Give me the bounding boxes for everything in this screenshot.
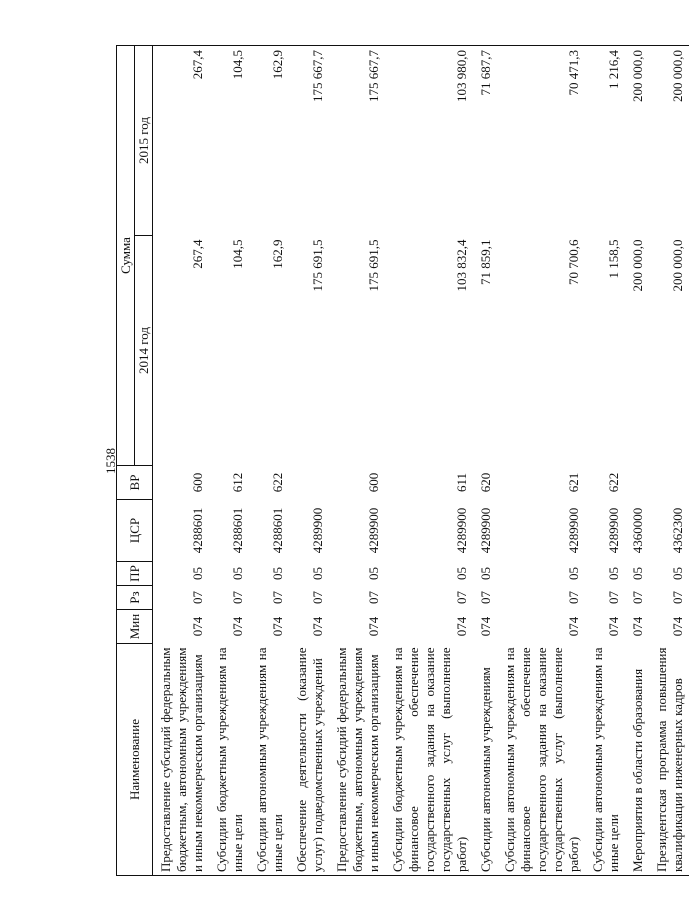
cell-vr: 621 (566, 472, 581, 493)
cell-2014: 162,9 (270, 239, 285, 269)
cell-rz: 07 (630, 591, 645, 604)
cell-csr: 4289900 (454, 507, 469, 554)
cell-2015: 70 471,3 (497, 46, 585, 236)
cell-2014: 200 000,0 (630, 239, 645, 292)
cell-name: Субсидии автономным учреждениям на иные цели (585, 644, 625, 876)
cell-2014: 70 700,6 (566, 239, 581, 285)
cell-csr: 4288601 (270, 507, 285, 554)
cell-pr: 05 (566, 567, 581, 580)
cell-name: Предоставление субсидий федеральным бюджетным, автономным учреждениям и иным некоммерческим организациям (329, 644, 385, 876)
table-row (385, 46, 473, 876)
table-row (473, 46, 497, 876)
table-row (153, 46, 210, 876)
table-row (209, 46, 249, 876)
table-header (117, 46, 153, 876)
cell-2014: 175 691,5 (310, 239, 325, 292)
cell-min: 074 (310, 616, 325, 637)
cell-2015: 104,5 (209, 46, 249, 236)
cell-rz: 07 (366, 591, 381, 604)
cell-name: Субсидии автономным учреждениям на иные цели (249, 644, 289, 876)
header-row (117, 46, 135, 876)
rotated-content (86, 46, 685, 876)
header-sum: Сумма (117, 46, 135, 466)
header-csr: ЦСР (117, 500, 153, 562)
cell-csr: 4288601 (190, 507, 205, 554)
cell-min: 074 (454, 616, 469, 637)
header-rz: Рз (117, 586, 153, 610)
cell-min: 074 (566, 616, 581, 637)
cell-2015: 1 216,4 (585, 46, 625, 236)
cell-pr: 05 (310, 567, 325, 580)
cell-pr: 05 (670, 567, 685, 580)
cell-2015: 200 000,0 (649, 46, 689, 236)
cell-2014: 1 158,5 (606, 239, 621, 279)
cell-vr: 620 (478, 472, 493, 493)
cell-2014: 200 000,0 (670, 239, 685, 292)
header-2015: 2015 год (135, 46, 153, 236)
cell-pr: 05 (190, 567, 205, 580)
cell-min: 074 (606, 616, 621, 637)
cell-2014: 267,4 (190, 239, 205, 269)
table-row (625, 46, 649, 876)
cell-pr: 05 (366, 567, 381, 580)
cell-min: 074 (190, 616, 205, 637)
cell-2014: 104,5 (230, 239, 245, 269)
cell-pr: 05 (454, 567, 469, 580)
header-vr: ВР (117, 466, 153, 500)
table-row (249, 46, 289, 876)
cell-name: Обеспечение деятельности (оказание услуг) подведомственных учреждений (289, 644, 329, 876)
cell-csr: 4289900 (566, 507, 581, 554)
cell-rz: 07 (190, 591, 205, 604)
cell-min: 074 (670, 616, 685, 637)
cell-rz: 07 (230, 591, 245, 604)
cell-2015: 267,4 (153, 46, 210, 236)
cell-csr: 4289900 (366, 507, 381, 554)
header-2014: 2014 год (135, 236, 153, 466)
cell-2014: 71 859,1 (478, 239, 493, 285)
cell-2015: 200 000,0 (625, 46, 649, 236)
cell-rz: 07 (670, 591, 685, 604)
cell-rz: 07 (454, 591, 469, 604)
cell-vr (625, 466, 649, 500)
header-pr: ПР (117, 562, 153, 586)
cell-pr: 05 (478, 567, 493, 580)
cell-name: Предоставление субсидий федеральным бюджетным, автономным учреждениям и иным некоммерческим организациям (153, 644, 210, 876)
table-body (153, 46, 689, 876)
cell-vr (289, 466, 329, 500)
cell-2015: 175 667,7 (329, 46, 385, 236)
header-min: Мин (117, 610, 153, 644)
cell-2014: 103 832,4 (454, 239, 469, 292)
table-row (289, 46, 329, 876)
cell-name: Субсидии бюджетным учреждениям на финансовое обеспечение государственного задания на оказание государственных услуг (выполнение работ) (385, 644, 473, 876)
cell-vr (649, 466, 689, 500)
cell-rz: 07 (270, 591, 285, 604)
cell-csr: 4289900 (478, 507, 493, 554)
cell-name: Президентская программа повышения квалификации инженерных кадров (649, 644, 689, 876)
cell-pr: 05 (270, 567, 285, 580)
cell-min: 074 (230, 616, 245, 637)
cell-2014: 175 691,5 (366, 239, 381, 292)
cell-2015: 103 980,0 (385, 46, 473, 236)
cell-vr: 611 (454, 472, 469, 493)
cell-vr: 600 (190, 472, 205, 493)
header-name: Наименование (117, 644, 153, 876)
cell-2015: 71 687,7 (473, 46, 497, 236)
cell-csr: 4362300 (670, 507, 685, 554)
cell-2015: 175 667,7 (289, 46, 329, 236)
cell-2015: 162,9 (249, 46, 289, 236)
budget-table (116, 45, 689, 876)
cell-min: 074 (366, 616, 381, 637)
cell-vr: 622 (270, 472, 285, 493)
cell-name: Субсидии автономным учреждениям (473, 644, 497, 876)
cell-csr: 4288601 (230, 507, 245, 554)
cell-csr: 4360000 (630, 507, 645, 554)
table-row (649, 46, 689, 876)
cell-name: Субсидии бюджетным учреждениям на иные цели (209, 644, 249, 876)
cell-rz: 07 (606, 591, 621, 604)
cell-vr: 600 (366, 472, 381, 493)
cell-csr: 4289900 (606, 507, 621, 554)
table-row (329, 46, 385, 876)
cell-min: 074 (630, 616, 645, 637)
cell-vr: 622 (606, 472, 621, 493)
cell-rz: 07 (310, 591, 325, 604)
cell-min: 074 (478, 616, 493, 637)
cell-name: Мероприятия в области образования (625, 644, 649, 876)
cell-rz: 07 (566, 591, 581, 604)
cell-name: Субсидии автономным учреждениям на финансовое обеспечение государственного задания на оказание государственных услуг (выполнение работ) (497, 644, 585, 876)
cell-vr: 612 (230, 472, 245, 493)
table-row (585, 46, 625, 876)
cell-pr: 05 (630, 567, 645, 580)
cell-csr: 4289900 (310, 507, 325, 554)
cell-rz: 07 (478, 591, 493, 604)
cell-min: 074 (270, 616, 285, 637)
table-row (497, 46, 585, 876)
page-number: 1538 (103, 448, 118, 474)
cell-pr: 05 (230, 567, 245, 580)
cell-pr: 05 (606, 567, 621, 580)
